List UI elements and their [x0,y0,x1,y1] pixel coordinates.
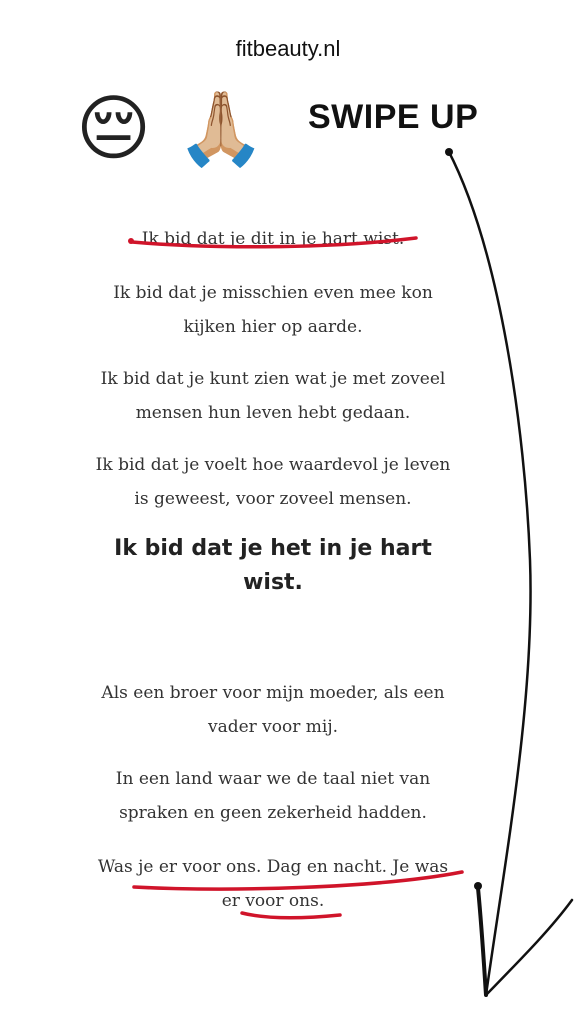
praying-hands-emoji-icon: 🙏🏼 [176,86,266,170]
paragraph-3: Ik bid dat je kunt zien wat je met zoveel mensen hun leven hebt gedaan. [100,369,446,423]
paragraph-2: Ik bid dat je misschien even mee kon kijken hier op aarde. [113,283,433,337]
swipe-arrow-head-left [478,888,486,995]
paragraph-6: In een land waar we de taal niet van spraken en geen zekerheid hadden. [115,769,431,823]
site-domain: fitbeauty.nl [235,36,341,61]
swipe-arrow-head-dot [474,882,482,890]
sad-face-emoji-icon: 😔 [76,86,152,170]
paragraph-1: Ik bid dat je dit in je hart wist. [141,229,405,249]
swipe-arrow-line [448,150,531,995]
swipe-arrow-start-dot [445,148,453,156]
paragraph-4: Ik bid dat je voelt hoe waardevol je leven is geweest, voor zoveel mensen. [95,455,451,509]
paragraph-7: Was je er voor ons. Dag en nacht. Je was er voor ons. [97,857,449,911]
emphasis-heading: Ik bid dat je het in je hart wist. [114,536,432,595]
swipe-arrow-head-right [486,900,572,995]
swipe-up-label[interactable]: SWIPE UP [308,98,479,136]
paragraph-5: Als een broer voor mijn moeder, als een vader voor mij. [101,683,445,737]
